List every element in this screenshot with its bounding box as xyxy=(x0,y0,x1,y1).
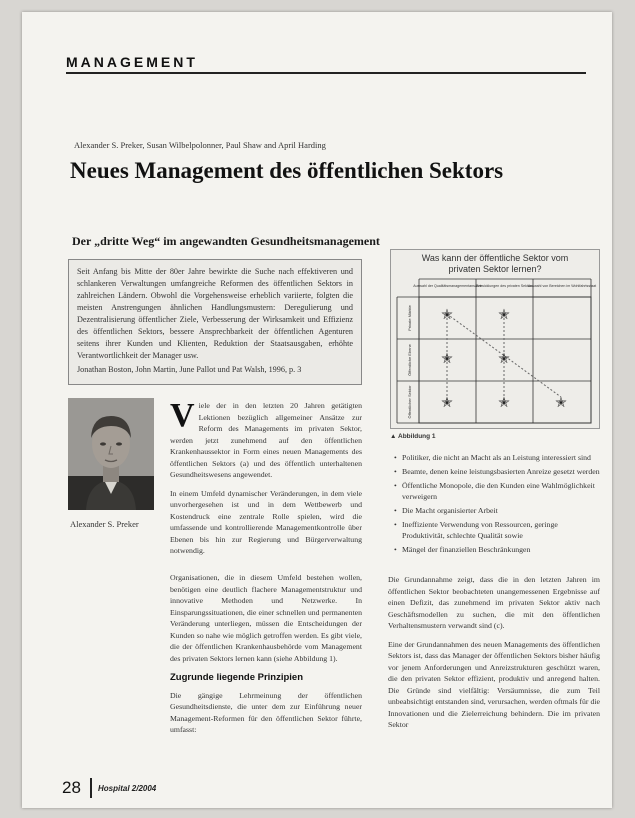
body-column-left xyxy=(170,397,362,564)
figure-row-header: Private Märkte xyxy=(407,305,412,331)
figure-title-line1: Was kann der öffentliche Sektor vom xyxy=(421,253,569,263)
drop-cap: V xyxy=(170,397,195,434)
photo-caption: Alexander S. Preker xyxy=(70,519,139,529)
svg-text:✭: ✭ xyxy=(441,308,453,323)
intro-quote-text: Seit Anfang bis Mitte der 80er Jahre bewirkte die Suche nach effektiveren und schlankeren Verwaltungen umfangreiche Reformen des öffentlichen Sektors in zahlreichen Ländern. Obwohl die Vorgehensweise erheblich variierte, folgten die meisten Anstrengungen ähnlichen Handlungsmustern: Deregulierung und Dezentralisierung öffentlicher Ziele, Verbesserung der Wirksamkeit und Effizienz des öffentlichen Sektors, bessere Ansprechbarkeit der öffentlichen Agenturen seitens ihrer Kunden und Klienten, Reduktion der Staatsausgaben, erhöhte Verantwortlichkeit der Manager usw. xyxy=(77,267,353,360)
bullet-item: • Öffentliche Monopole, die den Kunden eine Wahlmöglichkeit verweigern xyxy=(402,480,600,502)
bullet-item: • Ineffiziente Verwendung von Ressourcen, geringe Produktivität, schlechte Qualität sowie xyxy=(402,519,600,541)
intro-quote-source: Jonathan Boston, John Martin, June Pallot und Pat Walsh, 1996, p. 3 xyxy=(77,365,302,374)
figure-1 xyxy=(390,249,600,429)
body-paragraph: Die Grundannahme zeigt, dass die in den letzten Jahren im öffentlichen Sektor beobachteten unangemessenen Ergebnisse auf einen Defizit, das zunehmend im privaten Sektor aktiv nach Geschäftsmodellen zu suchen, die mit den öffentlichen Verhaltensmustern verwandt sind (c). xyxy=(388,575,600,630)
body-paragraph: Organisationen, die in diesem Umfeld bestehen wollen, benötigen eine deutlich flachere Managementstruktur und innovative Methoden und Netzwerke. In Einsparungssituationen, die einer schnellen und permanenten Veränderung unterliegen, müssen die Entscheidungen der Kunden so nahe wie möglich getroffen werden. Es gibt viele, die der öffentlichen Krankenhausbehörde vom Management des privaten Sektors lernen kann (siehe Abbildung 1). xyxy=(170,573,362,663)
figure-row-header: Öffentliche Ebene xyxy=(407,344,412,376)
article-title: Neues Management des öffentlichen Sektors xyxy=(70,158,504,183)
figure-col-header: Entwicklungen des privaten Sektors xyxy=(476,284,533,288)
figure-caption: ▲ Abbildung 1 xyxy=(390,433,436,440)
article-authors: Alexander S. Preker, Susan Wilbelpolonner, Paul Shaw and April Harding xyxy=(74,140,326,150)
svg-text:✭: ✭ xyxy=(498,352,510,367)
svg-text:✭: ✭ xyxy=(498,308,510,323)
figure-row-header: Öffentlicher Sektor xyxy=(407,385,412,419)
svg-text:✭: ✭ xyxy=(555,396,567,411)
page xyxy=(22,12,612,808)
bullet-list xyxy=(394,452,600,555)
svg-text:✭: ✭ xyxy=(498,396,510,411)
svg-text:✭: ✭ xyxy=(441,352,453,367)
bullet-item: • Politiker, die nicht an Macht als an Leistung interessiert sind xyxy=(402,452,600,463)
page-number: 28 xyxy=(62,778,81,797)
bullet-item: • Beamte, denen keine leistungsbasierten Anreize gesetzt werden xyxy=(402,466,600,477)
article-subtitle: Der „dritte Weg“ im angewandten Gesundheitsmanagement xyxy=(72,234,380,248)
section-title: MANAGEMENT xyxy=(66,54,198,70)
footer-divider xyxy=(90,778,92,798)
body-paragraph: In einem Umfeld dynamischer Veränderungen, in dem viele unvorhergesehen ist und in dem Wettbewerb und Kostendruck eine zentrale Rolle spielen, wird die umfassende und kontrollierende Managementkontrolle über Ebenen bis hin zur Regierung und Bürgerverwaltung notwendig. xyxy=(170,488,362,555)
figure-title-line2: privaten Sektor lernen? xyxy=(448,264,542,274)
section-heading: Zugrunde liegende Prinzipien xyxy=(170,672,304,683)
header-rule xyxy=(66,72,586,74)
figure-col-header: Auswahl der Qualitätsmanagementansätze xyxy=(413,284,482,288)
body-column-right xyxy=(388,574,600,738)
intro-quote-box xyxy=(68,259,362,385)
bullet-list-container xyxy=(394,452,600,558)
body-column-left-lower xyxy=(170,572,362,743)
figure-col-header: Auswahl von Bereichen im Wohlfahrtsstaat xyxy=(527,284,597,288)
body-paragraph: Die gängige Lehrmeinung der öffentlichen Gesundheitsdienste, die unter dem zur Einführung neuer Management-Reformen für den öffentlichen Sektor führte, umfasst: xyxy=(170,690,362,734)
svg-text:✭: ✭ xyxy=(441,396,453,411)
figure-matrix xyxy=(391,277,599,427)
portrait-image xyxy=(68,398,154,510)
bullet-item: • Mängel der finanziellen Beschränkungen xyxy=(402,544,600,555)
publication-name: Hospital 2/2004 xyxy=(98,784,157,793)
author-photo xyxy=(68,398,154,510)
bullet-item: • Die Macht organisierter Arbeit xyxy=(402,505,600,516)
body-paragraph: Eine der Grundannahmen des neuen Managements des öffentlichen Sektors ist, dass das Manager der öffentlichen Sektors bisher häufig vor jenem Anforderungen und Anreizstrukturen geschützt waren, die den privaten Sektor effizient, produktiv und anregend halten. Die Gründe sind vielfältig: Versäumnisse, die zum Teil unbeabsichtigt entstanden sind, verursachen, werden oftmals für die Innovationen und die Zielerreichung behindern. Die im privaten Sektor xyxy=(388,639,600,729)
body-paragraph: Viele der in den letzten 20 Jahren getätigten Lektionen bezüglich allgemeiner Ansätze zur Reform des Managements im privaten Sektor, werden jetzt zunehmend auf den öffentlichen Krankenhaussektor in Form eines neuen Managements des öffentlichen Sektors (a) und des öffentlich unterhaltenen Gesundheitswesens angewendet. xyxy=(170,397,362,479)
